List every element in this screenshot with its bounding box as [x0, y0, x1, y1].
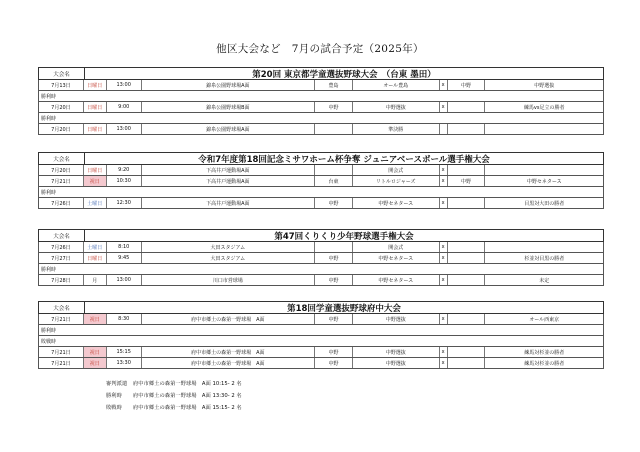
team-name-1: 開会式: [353, 165, 440, 175]
game-date: 7月27日: [39, 253, 84, 263]
team-area-1: 台東: [315, 176, 353, 186]
game-date: 7月21日: [39, 347, 84, 357]
game-day: 日曜日: [84, 124, 107, 134]
versus-mark: x: [440, 314, 448, 324]
team-name-2: 中野選抜: [534, 82, 555, 89]
game-time: 9:45: [107, 253, 142, 263]
game-row: [38, 347, 604, 358]
tournament-section: [38, 67, 604, 135]
result-label: 勝利時: [41, 266, 57, 273]
game-day: 日曜日: [84, 80, 107, 90]
team-area-2: [448, 347, 486, 357]
team-name-1: 中野選抜: [353, 102, 440, 112]
game-venue: 錦糸公園野球場A面: [142, 124, 315, 134]
game-row: [38, 165, 604, 176]
game-date: 7月26日: [39, 198, 84, 208]
team-name-2: 練馬対杉並の勝者: [524, 360, 565, 367]
tournament-header: [38, 229, 604, 242]
team-name-2: 練馬vs足立の勝者: [523, 104, 565, 111]
game-date: 7月21日: [39, 176, 84, 186]
game-date: 7月21日: [39, 358, 84, 368]
game-date: 7月20日: [39, 102, 84, 112]
team-name-2: 目黒対大田の勝者: [524, 200, 565, 207]
game-time: 13:00: [107, 124, 142, 134]
game-venue: 川口市営球場: [142, 275, 315, 285]
versus-mark: x: [440, 275, 448, 285]
team-name-2: [485, 124, 603, 134]
result-label-row: [38, 325, 604, 336]
note-value: 府中市郷土の森第一野球場 A面 15:15- 2 名: [133, 405, 242, 411]
game-row: [38, 314, 604, 325]
team-area-1: 中野: [315, 253, 353, 263]
result-label: 敗戦時: [41, 338, 57, 345]
team-area-1: 中野: [315, 198, 353, 208]
game-venue: 下高井戸運動場A面: [142, 176, 315, 186]
team-area-2: [448, 275, 486, 285]
tournament-header: [38, 67, 604, 80]
team-name-2: [485, 165, 603, 175]
game-row: [38, 198, 604, 209]
game-venue: 下高井戸運動場A面: [142, 165, 315, 175]
game-day: 月: [84, 275, 107, 285]
game-time: 12:30: [107, 198, 142, 208]
result-label-row: [38, 113, 604, 124]
tournament-name: 第20回 東京都学童選抜野球大会 （台東 墨田）: [252, 69, 436, 80]
tournament-name: 令和7年度第18回記念ミサワホーム杯争奪 ジュニアベースボール選手権大会: [198, 154, 490, 165]
game-time: 13:00: [107, 80, 142, 90]
game-time: 8:30: [107, 314, 142, 324]
game-day: 土曜日: [84, 242, 107, 252]
game-time: 8:10: [107, 242, 142, 252]
team-area-2: [448, 358, 486, 368]
team-name-1: 中野選抜: [353, 347, 440, 357]
game-day: 祝日: [84, 347, 107, 357]
game-row: [38, 176, 604, 187]
versus-mark: x: [440, 198, 448, 208]
team-name-2: 杉並対目黒の勝者: [524, 255, 565, 262]
game-row: [38, 253, 604, 264]
note-line: [106, 402, 242, 414]
game-row: [38, 124, 604, 135]
team-name-1: 中野セネタース: [353, 253, 440, 263]
game-day: 日曜日: [84, 102, 107, 112]
tournament-section: [38, 301, 604, 369]
result-label-row: [38, 187, 604, 198]
game-date: 7月28日: [39, 275, 84, 285]
tournament-section: [38, 152, 604, 209]
game-row: [38, 358, 604, 369]
game-row: [38, 80, 604, 91]
team-name-2: 未定: [539, 277, 550, 284]
versus-mark: x: [440, 358, 448, 368]
team-name-1: 中野選抜: [353, 314, 440, 324]
game-venue: 府中市郷土の森第一野球場 A面: [142, 358, 315, 368]
team-area-1: 中野: [315, 275, 353, 285]
team-area-2: 中野: [448, 80, 486, 90]
game-row: [38, 275, 604, 286]
game-row: [38, 242, 604, 253]
game-time: 15:15: [107, 347, 142, 357]
result-label-row: [38, 91, 604, 102]
tournament-name: 第47回くりくり少年野球選手権大会: [274, 231, 414, 242]
versus-mark: x: [440, 176, 448, 186]
game-time: 9:00: [107, 102, 142, 112]
game-date: 7月20日: [39, 124, 84, 134]
header-label: 大会名: [39, 302, 85, 313]
note-line: [106, 390, 242, 402]
game-day: 日曜日: [84, 253, 107, 263]
game-day: 日曜日: [84, 165, 107, 175]
game-day: 祝日: [84, 176, 107, 186]
team-area-2: [448, 198, 486, 208]
header-label: 大会名: [39, 230, 85, 241]
referee-notes: [106, 378, 242, 414]
header-label: 大会名: [39, 153, 85, 164]
team-area-2: [448, 102, 486, 112]
team-name-2: 練馬対杉並の勝者: [524, 349, 565, 356]
team-name-1: 中野セネタース: [353, 275, 440, 285]
team-name-1: 中野選抜: [353, 358, 440, 368]
team-area-2: [448, 314, 486, 324]
team-area-2: [448, 253, 486, 263]
game-venue: 府中市郷土の森第一野球場 A面: [142, 314, 315, 324]
note-line: [106, 378, 242, 390]
team-area-1: [315, 242, 353, 252]
result-label: 勝利時: [41, 189, 57, 196]
team-area-1: [315, 124, 353, 134]
team-area-1: 中野: [315, 358, 353, 368]
team-name-2: 中野セネタース: [526, 178, 562, 185]
result-label-row: [38, 264, 604, 275]
team-area-2: [448, 165, 486, 175]
tournament-section: [38, 229, 604, 286]
game-day: 祝日: [84, 358, 107, 368]
team-area-1: 中野: [315, 314, 353, 324]
note-key: 審判派遣: [106, 381, 128, 387]
team-name-2: [485, 242, 603, 252]
result-label: 勝利時: [41, 115, 57, 122]
game-day: 土曜日: [84, 198, 107, 208]
result-label-row: [38, 336, 604, 347]
game-date: 7月26日: [39, 242, 84, 252]
game-row: [38, 102, 604, 113]
versus-mark: x: [440, 242, 448, 252]
tournament-name: 第18回学童選抜野球府中大会: [287, 303, 401, 314]
versus-mark: x: [440, 253, 448, 263]
team-name-1: 準決勝: [353, 124, 440, 134]
team-name-1: オール豊島: [353, 80, 440, 90]
team-area-2: [448, 242, 486, 252]
game-date: 7月21日: [39, 314, 84, 324]
note-key: 敗戦時: [106, 405, 122, 411]
team-area-2: 中野: [448, 176, 486, 186]
result-label: 勝利時: [41, 93, 57, 100]
team-area-2: [448, 124, 486, 134]
note-key: 勝利時: [106, 393, 122, 399]
game-venue: 府中市郷土の森第一野球場 A面: [142, 347, 315, 357]
game-date: 7月20日: [39, 165, 84, 175]
header-label: 大会名: [39, 68, 85, 79]
game-time: 9:20: [107, 165, 142, 175]
team-area-1: 中野: [315, 102, 353, 112]
versus-mark: x: [440, 80, 448, 90]
game-venue: 下高井戸運動場A面: [142, 198, 315, 208]
game-time: 13:00: [107, 275, 142, 285]
versus-mark: x: [440, 165, 448, 175]
game-time: 10:30: [107, 176, 142, 186]
note-value: 府中市郷土の森第一野球場 A面 13:30- 2 名: [133, 393, 242, 399]
team-area-1: [315, 165, 353, 175]
page-title: 他区大会など 7月の試合予定（2025年）: [216, 43, 424, 55]
note-value: 府中市郷土の森第一野球場 A面 10:15- 2 名: [133, 381, 242, 387]
team-area-1: 豊島: [315, 80, 353, 90]
team-name-1: 中野セネタース: [353, 198, 440, 208]
game-date: 7月13日: [39, 80, 84, 90]
game-venue: 錦糸公園野球場A面: [142, 80, 315, 90]
team-name-1: リトルロジャーズ: [353, 176, 440, 186]
team-name-2: オール西東京: [529, 316, 560, 323]
team-name-1: 開会式: [353, 242, 440, 252]
game-venue: 大田スタジアム: [142, 253, 315, 263]
game-venue: 大田スタジアム: [142, 242, 315, 252]
tournament-header: [38, 301, 604, 314]
game-day: 祝日: [84, 314, 107, 324]
versus-mark: [440, 124, 448, 134]
versus-mark: x: [440, 347, 448, 357]
game-time: 13:30: [107, 358, 142, 368]
tournament-header: [38, 152, 604, 165]
game-venue: 錦糸公園野球場B面: [142, 102, 315, 112]
result-label: 勝利時: [41, 327, 57, 334]
versus-mark: x: [440, 102, 448, 112]
team-area-1: 中野: [315, 347, 353, 357]
